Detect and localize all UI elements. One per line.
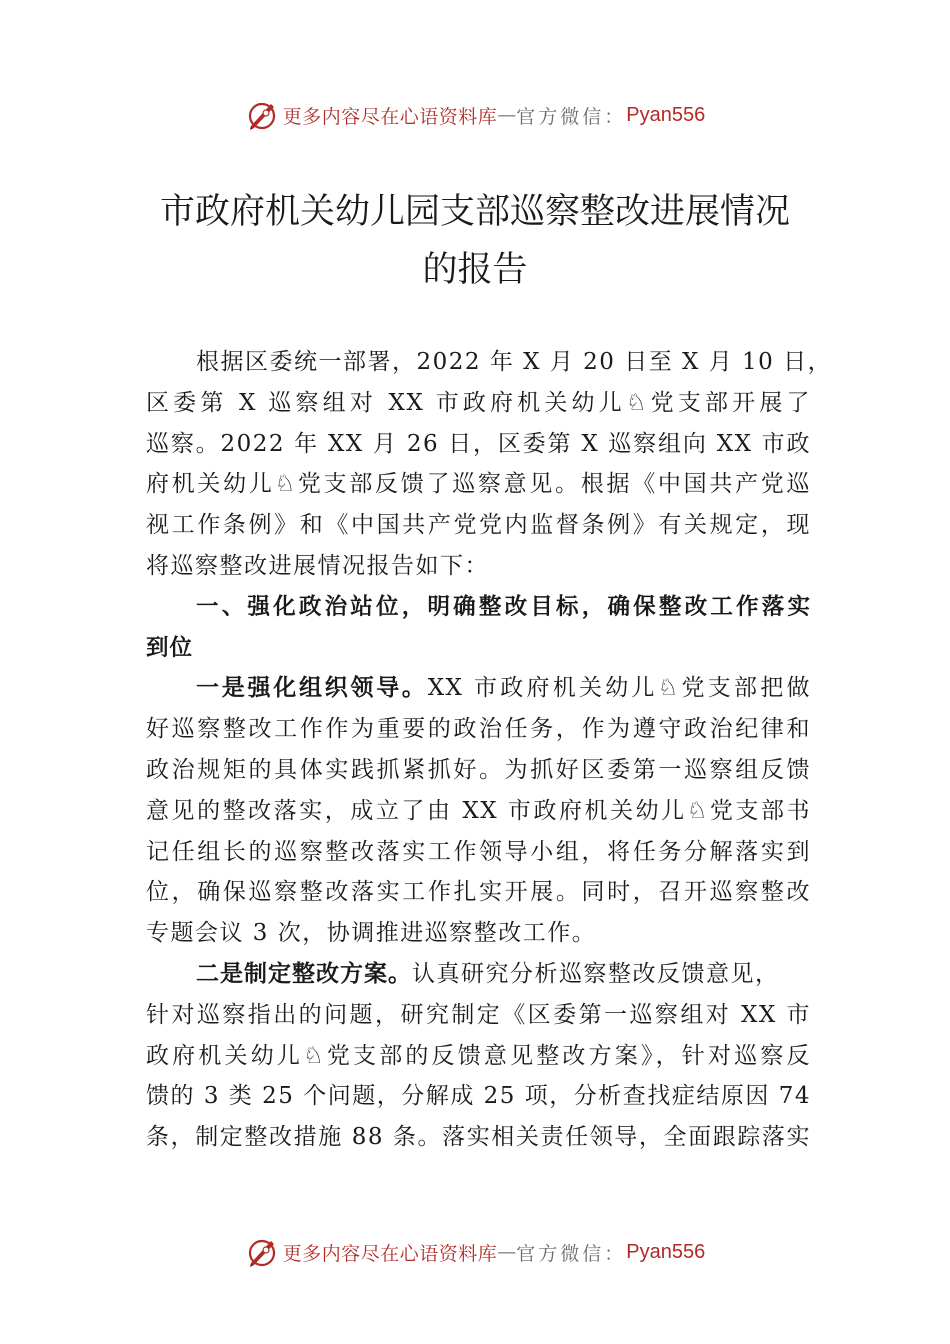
body-line: 府机关幼儿♘党支部反馈了巡察意见。根据《中国共产党巡 [146,471,811,498]
paragraph-2-first-text: XX 市政府机关幼儿♘党支部把做 [427,675,812,702]
watermark-wechat-label: 官方微信： [516,1242,627,1265]
body-line: 根据区委统一部署，2022 年 X 月 20 日至 X 月 10 日， [196,349,833,375]
watermark-banner-bottom [0,1232,950,1272]
section-heading-1-cont: 到位 [146,634,194,661]
paragraph-2-first-line [146,668,811,709]
body-line: 将巡察整改进展情况报告如下： [146,552,489,579]
document-body [146,342,833,1158]
watermark-dash: — [497,1241,517,1263]
body-line: 政府机关幼儿♘党支部的反馈意见整改方案》，针对巡察反 [146,1042,811,1069]
watermark-dash: — [497,104,517,126]
watermark-wechat-label: 官方微信： [516,105,627,128]
paragraph-3-first-text: 认真研究分析巡察整改反馈意见， [412,960,780,987]
pen-logo-icon [245,98,279,132]
paragraph-3-lead: 二是制定整改方案。 [196,960,412,987]
document-title [100,183,850,299]
body-line: 区委第 X 巡察组对 XX 市政府机关幼儿♘党支部开展了 [146,389,811,416]
body-line: 位，确保巡察整改落实工作扎实开展。同时，召开巡察整改 [146,879,811,906]
title-line-1: 市政府机关幼儿园支部巡察整改进展情况 [159,192,790,232]
section-heading-1: 一、强化政治站位，明确整改目标，确保整改工作落实 [196,593,811,620]
title-line-2: 的报告 [422,250,528,290]
body-line: 视工作条例》和《中国共产党党内监督条例》有关规定，现 [146,512,811,539]
watermark-site-text: 更多内容尽在心语资料库 [282,1242,498,1265]
body-line: 好巡察整改工作作为重要的政治任务，作为遵守政治纪律和 [146,716,811,743]
paragraph-3-first-line [146,954,811,995]
paragraph-2-lead: 一是强化组织领导。 [196,675,428,702]
body-line: 条，制定整改措施 88 条。落实相关责任领导，全面跟踪落实 [146,1124,811,1151]
pen-logo-icon [245,1235,279,1269]
watermark-wechat-id: Pyan556 [626,1240,706,1263]
watermark-wechat-id: Pyan556 [626,103,706,126]
body-line: 政治规矩的具体实践抓紧抓好。为抓好区委第一巡察组反馈 [146,756,811,783]
body-line: 意见的整改落实，成立了由 XX 市政府机关幼儿♘党支部书 [146,797,811,824]
watermark-site-text: 更多内容尽在心语资料库 [282,105,498,128]
body-line: 馈的 3 类 25 个问题，分解成 25 项，分析查找症结原因 74 [146,1083,811,1110]
body-line: 针对巡察指出的问题，研究制定《区委第一巡察组对 XX 市 [146,1001,811,1028]
body-line: 记任组长的巡察整改落实工作领导小组，将任务分解落实到 [146,838,811,865]
watermark-banner-top [0,95,950,135]
body-line: 专题会议 3 次，协调推进巡察整改工作。 [146,920,597,947]
body-line: 巡察。2022 年 XX 月 26 日，区委第 X 巡察组向 XX 市政 [146,430,811,457]
